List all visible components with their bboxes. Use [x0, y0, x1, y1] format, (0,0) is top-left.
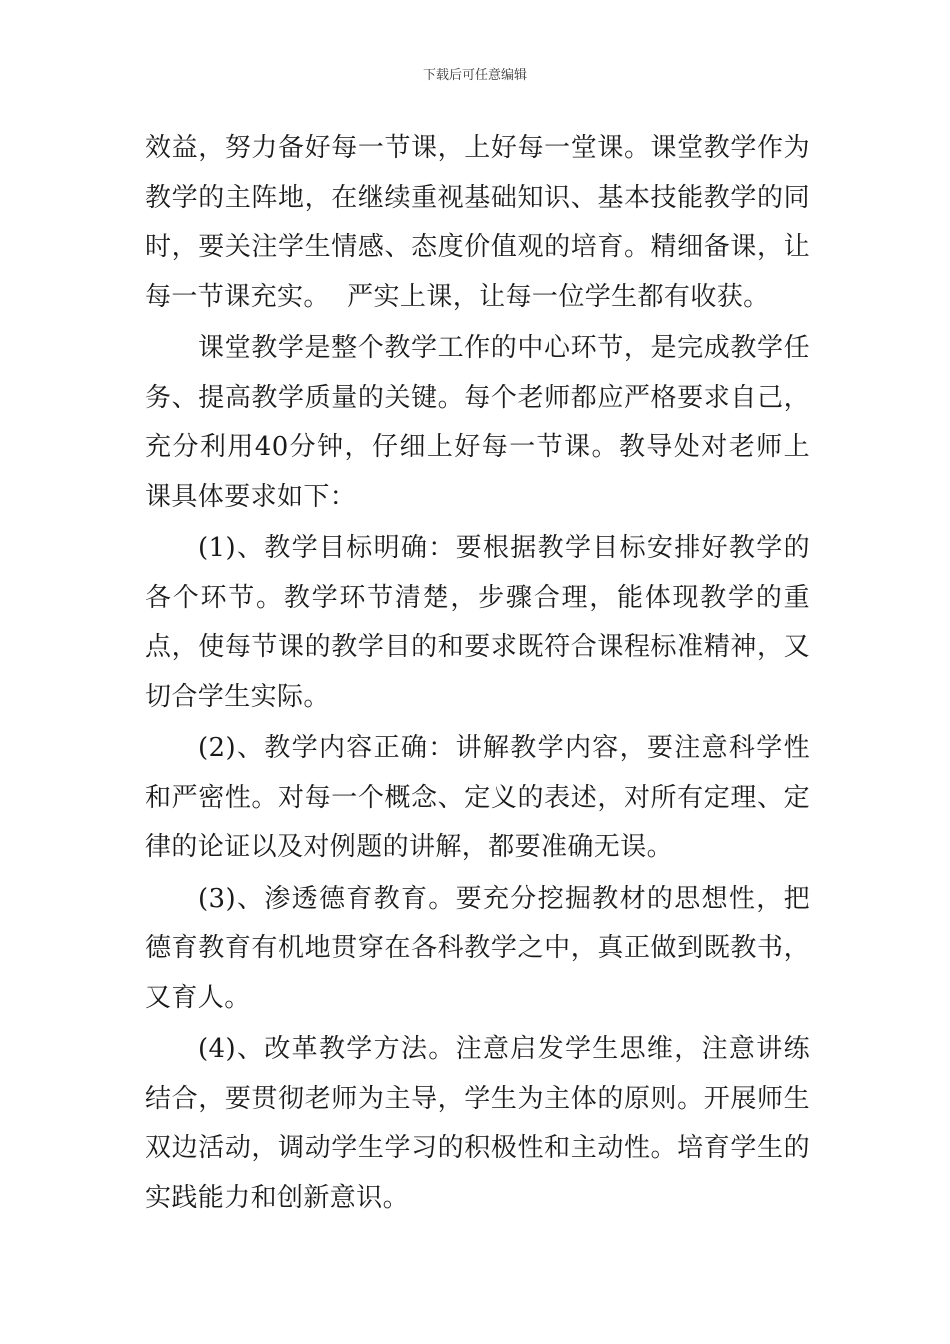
paragraph-item-2: (2)、教学内容正确：讲解教学内容，要注意科学性和严密性。对每一个概念、定义的表述，对所有定理、定律的论证以及对例题的讲解，都要准确无误。 [145, 733, 810, 862]
paragraph-item-1: (1)、教学目标明确：要根据教学目标安排好教学的各个环节。教学环节清楚，步骤合理，能体现教学的重点，使每节课的教学目的和要求既符合课程标准精神，又切合学生实际。 [145, 533, 810, 712]
paragraph-item-3: (3)、渗透德育教育。要充分挖掘教材的思想性，把德育教育有机地贯穿在各科教学之中，真正做到既教书，又育人。 [145, 883, 810, 1013]
paragraph-classroom-teaching: 课堂教学是整个教学工作的中心环节，是完成教学任务、提高教学质量的关键。每个老师都应严格要求自己，充分利用40分钟，仔细上好每一节课。教导处对老师上课具体要求如下： [145, 333, 810, 512]
page-header: 下载后可任意编辑 [422, 68, 527, 83]
paragraph-item-4: (4)、改革教学方法。注意启发学生思维，注意讲练结合，要贯彻老师为主导，学生为主体的原则。开展师生双边活动，调动学生学习的积极性和主动性。培育学生的实践能力和创新意识。 [145, 1034, 810, 1213]
paragraph-continuation: 效益，努力备好每一节课，上好每一堂课。课堂教学作为教学的主阵地，在继续重视基础知识、基本技能教学的同时，要关注学生情感、态度价值观的培育。精细备课，让每一节课充实。 严实上课，让每一位学生都有收获。 [145, 133, 810, 312]
document-body [145, 124, 810, 1223]
